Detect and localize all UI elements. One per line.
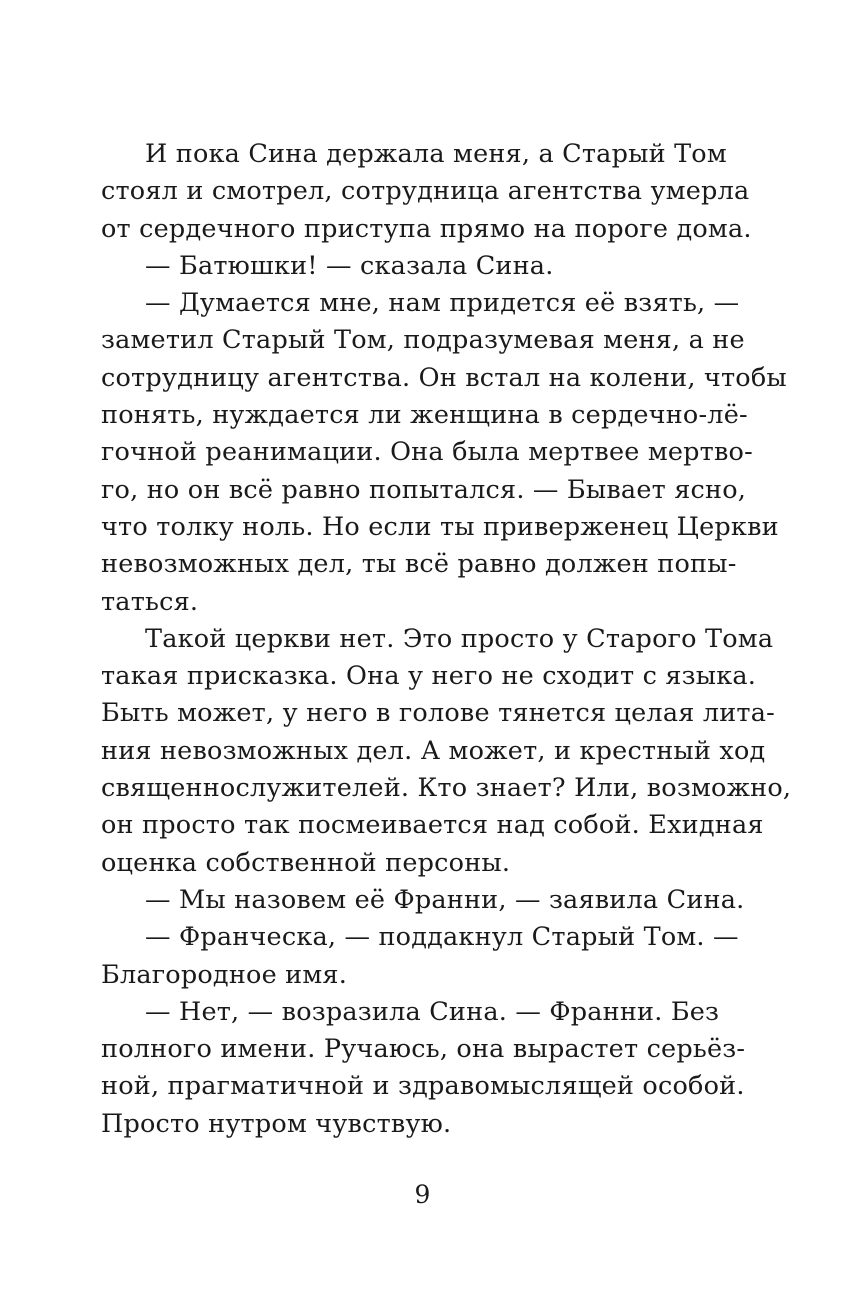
text-line: невозможных дел, ты всё равно должен попы- <box>101 549 737 580</box>
text-line: Такой церкви нет. Это просто у Старого Тома <box>145 623 774 654</box>
text-line: Быть может, у него в голове тянется целая лита- <box>101 698 775 729</box>
text-line: ния невозможных дел. А может, и крестный ход <box>101 735 766 766</box>
text-line: он просто так посмеивается над собой. Ехидная <box>101 810 764 841</box>
text-line: что толку ноль. Но если ты приверженец Церкви <box>101 511 779 542</box>
text-line: И пока Сина держала меня, а Старый Том <box>145 139 727 169</box>
text-line: — Нет, — возразила Сина. — Франни. Без <box>145 996 720 1027</box>
text-line: гочной реанимации. Она была мертвее мертво- <box>101 437 753 468</box>
text-line: — Мы назовем её Франни, — заявила Сина. <box>145 884 745 915</box>
text-line: ной, прагматичной и здравомыслящей особой. <box>101 1071 745 1102</box>
text-line: полного имени. Ручаюсь, она вырастет серьёз- <box>101 1034 746 1065</box>
text-line: таться. <box>101 586 199 617</box>
text-line: го, но он всё равно попытался. — Бывает ясно, <box>101 474 747 505</box>
text-line: от сердечного приступа прямо на пороге дома. <box>101 213 752 244</box>
page-number: 9 <box>414 1180 431 1209</box>
text-line: такая присказка. Она у него не сходит с языка. <box>101 661 757 692</box>
text-line: заметил Старый Том, подразумевая меня, а не <box>101 325 745 356</box>
text-line: — Думается мне, нам придется её взять, — <box>145 288 740 319</box>
text-line: священнослужителей. Кто знает? Или, возможно, <box>101 773 792 804</box>
body-text <box>101 136 792 1143</box>
text-line: Благородное имя. <box>101 959 347 990</box>
text-line: стоял и смотрел, сотрудница агентства умерла <box>101 176 750 207</box>
text-line: — Батюшки! — сказала Сина. <box>145 250 554 281</box>
text-line: оценка собственной персоны. <box>101 847 511 878</box>
text-line: понять, нуждается ли женщина в сердечно-лё- <box>101 400 748 431</box>
text-line: — Франческа, — поддакнул Старый Том. — <box>145 922 739 953</box>
text-line: сотрудницу агентства. Он встал на колени, чтобы <box>101 362 787 393</box>
text-line: Просто нутром чувствую. <box>101 1108 452 1139</box>
